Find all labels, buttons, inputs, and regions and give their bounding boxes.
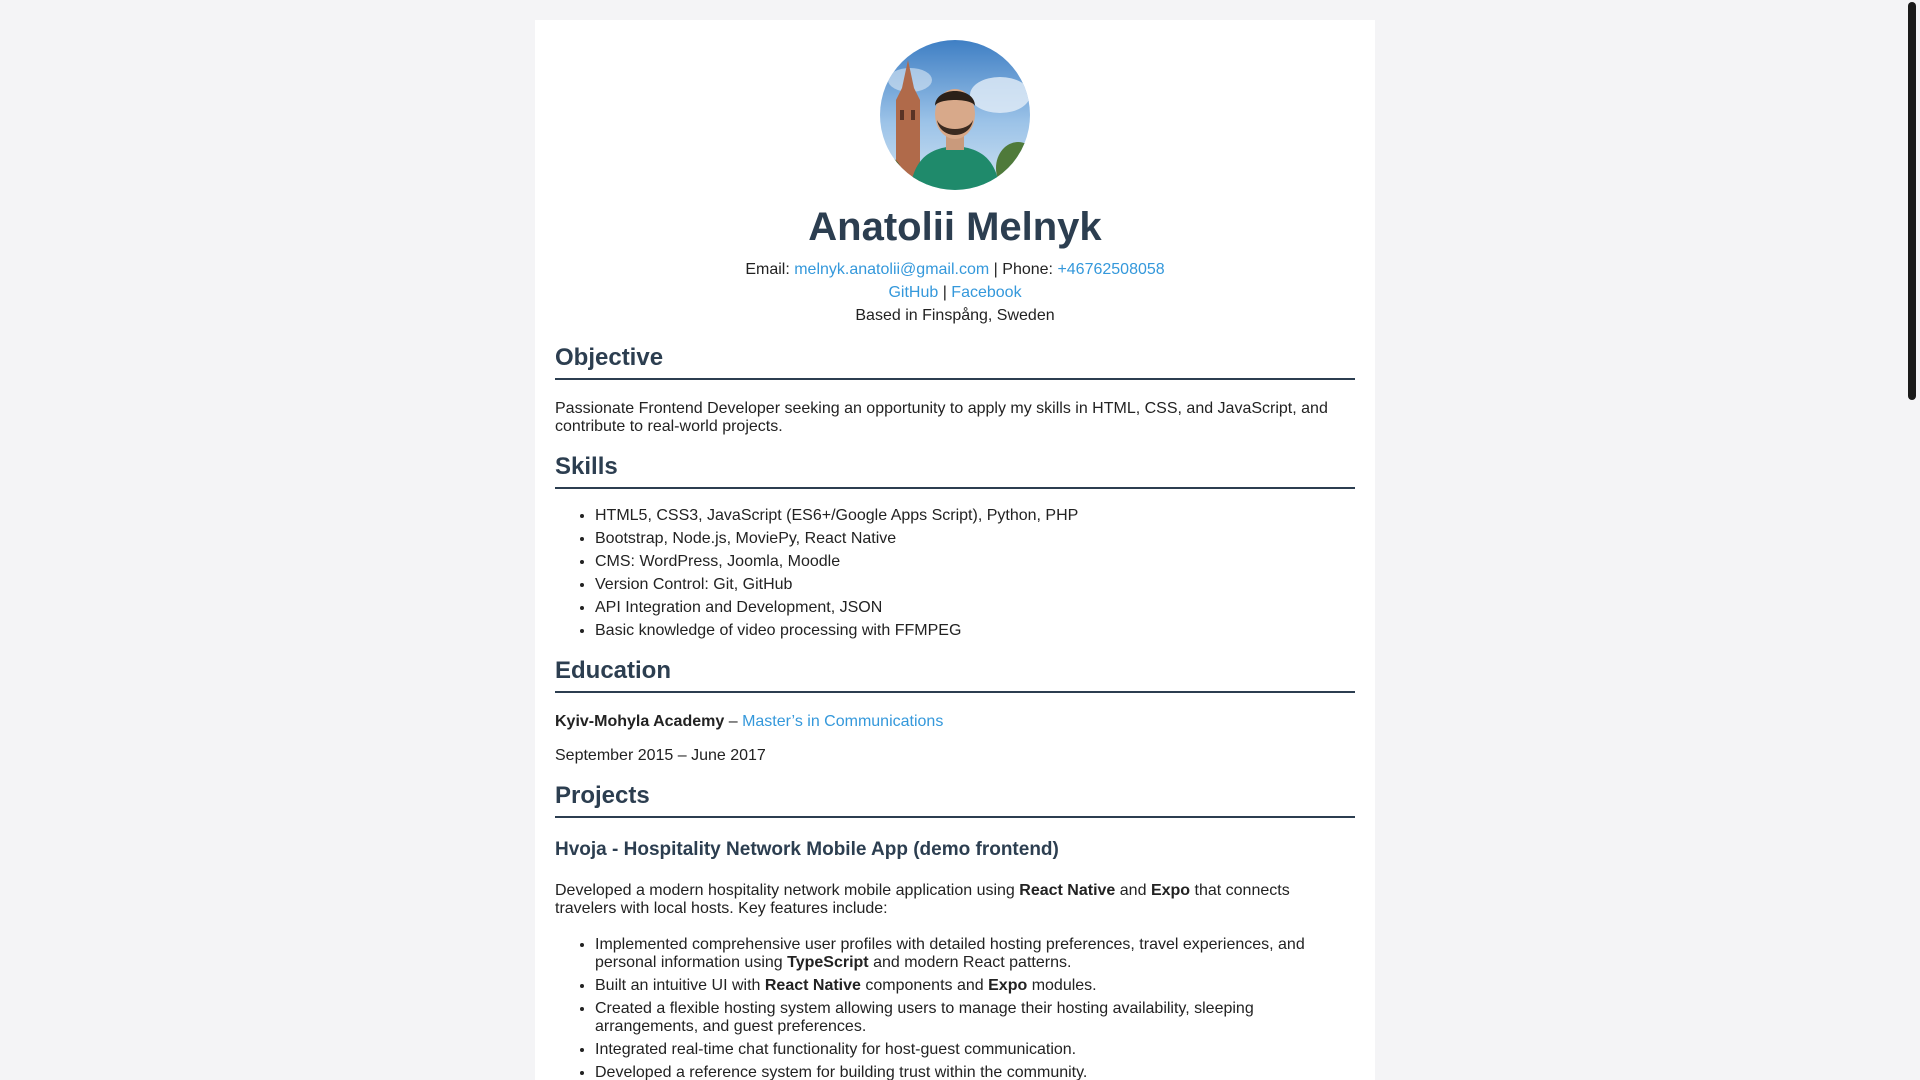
education-heading: Education [555, 656, 1355, 693]
feature-item: • Integrated real-time chat functionality for host-guest communication. [595, 1041, 1355, 1059]
skill-item: • Basic knowledge of video processing with FFMPEG [595, 622, 1355, 640]
phone-link[interactable]: +46762508058 [1057, 261, 1165, 278]
intro-text: that connects travelers with local hosts. Key features include: [555, 882, 1290, 917]
project-intro [555, 882, 1355, 918]
resume-header [555, 40, 1355, 327]
intro-bold: Expo [1150, 882, 1191, 899]
feature-item: • Created a flexible hosting system allowing users to manage their hosting availability, sleeping arrangements, and guest preferences. [595, 1000, 1355, 1036]
feature-text: components and [865, 977, 984, 994]
skill-item: • Version Control: Git, GitHub [595, 576, 1355, 594]
feature-bold: Expo [988, 977, 1028, 994]
feature-item [595, 977, 1355, 995]
projects-heading: Projects [555, 781, 1355, 818]
resume-page [535, 20, 1375, 1080]
education-entry [555, 713, 1355, 731]
email-link[interactable]: melnyk.anatolii@gmail.com [794, 261, 990, 278]
feature-item [595, 936, 1355, 972]
location-text: Based in Finspång, Sweden [855, 307, 1055, 324]
facebook-link[interactable]: Facebook [951, 284, 1022, 301]
phone-label: Phone: [1002, 261, 1053, 278]
objective-text: Passionate Frontend Developer seeking an opportunity to apply my skills in HTML, CSS, and JavaScript, and contribute to real-world projects. [555, 400, 1328, 435]
feature-bold: TypeScript [787, 954, 869, 971]
intro-text: and [1119, 882, 1147, 899]
skills-list [555, 507, 1355, 640]
skill-item: • API Integration and Development, JSON [595, 599, 1355, 617]
avatar [880, 40, 1030, 190]
feature-bold: React Native [764, 977, 861, 994]
scrollbar-thumb[interactable] [1908, 2, 1916, 400]
feature-text: Implemented comprehensive user profiles with detailed hosting preferences, travel experiences, and personal information using [595, 936, 1305, 971]
contact-line [555, 258, 1355, 281]
skills-heading: Skills [555, 452, 1355, 489]
school-name: Kyiv-Mohyla Academy [555, 713, 725, 730]
feature-text: modules. [1031, 977, 1097, 994]
project-features-list [555, 936, 1355, 1080]
education-dates: September 2015 – June 2017 [555, 747, 766, 764]
page-scrollbar[interactable] [1906, 0, 1918, 1080]
intro-bold: React Native [1019, 882, 1116, 899]
skill-item: • CMS: WordPress, Joomla, Moodle [595, 553, 1355, 571]
feature-text: Built an intuitive UI with [595, 977, 761, 994]
skill-item: • HTML5, CSS3, JavaScript (ES6+/Google Apps Script), Python, PHP [595, 507, 1355, 525]
feature-text: and modern React patterns. [873, 954, 1072, 971]
avatar-photo [880, 40, 1030, 190]
person-name: Anatolii Melnyk [808, 205, 1102, 249]
skill-item: • Bootstrap, Node.js, MoviePy, React Native [595, 530, 1355, 548]
email-label: Email: [745, 261, 790, 278]
separator: | [942, 284, 947, 301]
separator: | [993, 261, 998, 278]
github-link[interactable]: GitHub [888, 284, 939, 301]
degree-link[interactable]: Master’s in Communications [742, 713, 944, 730]
dash: – [728, 713, 738, 730]
social-links [555, 281, 1355, 304]
intro-text: Developed a modern hospitality network mobile application using [555, 882, 1015, 899]
project-title: Hvoja - Hospitality Network Mobile App (demo frontend) [555, 839, 1059, 860]
feature-item: • Developed a reference system for building trust within the community. [595, 1064, 1355, 1080]
objective-heading: Objective [555, 343, 1355, 380]
